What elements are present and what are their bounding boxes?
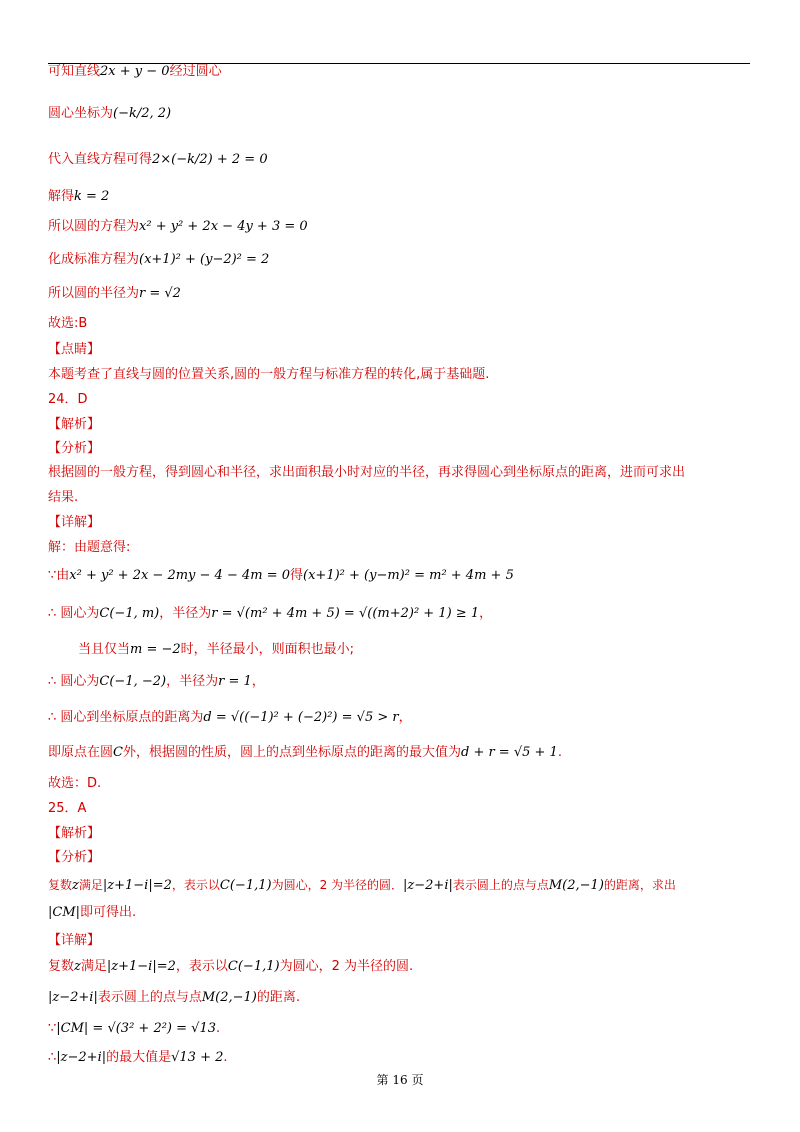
text-line: ∴ 圆心为C(−1, m)，半径为r = √(m² + 4m + 5) = √((m+2)² + 1) ≥ 1， xyxy=(48,606,493,621)
text-line: 复数z满足|z+1−i|=2，表示以C(−1,1)为圆心，2 为半径的圆. xyxy=(48,959,414,974)
text-line: |CM|即可得出. xyxy=(48,905,137,920)
text-line: 本题考查了直线与圆的位置关系,圆的一般方程与标准方程的转化,属于基础题. xyxy=(48,367,490,382)
text-line: 结果. xyxy=(48,490,79,505)
text-line: 化成标准方程为(x+1)² + (y−2)² = 2 xyxy=(48,252,270,267)
text-line: ∵由x² + y² + 2x − 2my − 4 − 4m = 0得(x+1)² + (y−m)² = m² + 4m + 5 xyxy=(48,568,514,583)
question-number: 24．D xyxy=(48,392,88,407)
text-line: 即原点在圆C外，根据圆的性质，圆上的点到坐标原点的距离的最大值为d + r = √5 + 1. xyxy=(48,745,562,760)
question-number: 25．A xyxy=(48,801,87,816)
section-heading: 【解析】 xyxy=(48,417,101,432)
text-line: 复数z满足|z+1−i|=2，表示以C(−1,1)为圆心，2 为半径的圆．|z−2+i|表示圆上的点与点M(2,−1)的距离，求出 xyxy=(48,878,676,893)
text-line: 所以圆的半径为r = √2 xyxy=(48,286,181,301)
section-heading: 【点睛】 xyxy=(48,342,101,357)
section-heading: 【分析】 xyxy=(48,850,101,865)
text-line: ∴ 圆心为C(−1, −2)，半径为r = 1， xyxy=(48,674,265,689)
page-number: 第 16 页 xyxy=(376,1073,424,1087)
section-heading: 【分析】 xyxy=(48,441,101,456)
text-line: 故选:B xyxy=(48,316,88,331)
section-heading: 【解析】 xyxy=(48,826,101,841)
text-line: ∵|CM| = √(3² + 2²) = √13. xyxy=(48,1021,221,1036)
section-heading: 【详解】 xyxy=(48,515,101,530)
text-line: 根据圆的一般方程，得到圆心和半径，求出面积最小时对应的半径，再求得圆心到坐标原点的距离，进而可求出 xyxy=(48,465,686,480)
text-line: ∴|z−2+i|的最大值是√13 + 2. xyxy=(48,1050,228,1065)
text-line: 解：由题意得: xyxy=(48,540,131,555)
text-line: ∴ 圆心到坐标原点的距离为d = √((−1)² + (−2)²) = √5 > r， xyxy=(48,710,412,725)
text-line: 所以圆的方程为x² + y² + 2x − 4y + 3 = 0 xyxy=(48,219,308,234)
text-line: 解得k = 2 xyxy=(48,189,110,204)
text-line: 当且仅当m = −2时，半径最小，则面积也最小; xyxy=(78,642,355,657)
text-line: 故选：D. xyxy=(48,776,102,791)
text-line: 可知直线2x + y − 0经过圆心 xyxy=(48,64,222,79)
text-line: 圆心坐标为(−k/2, 2) xyxy=(48,106,172,121)
text-line: |z−2+i|表示圆上的点与点M(2,−1)的距离. xyxy=(48,990,301,1005)
text-line: 代入直线方程可得2×(−k/2) + 2 = 0 xyxy=(48,152,268,167)
section-heading: 【详解】 xyxy=(48,933,101,948)
